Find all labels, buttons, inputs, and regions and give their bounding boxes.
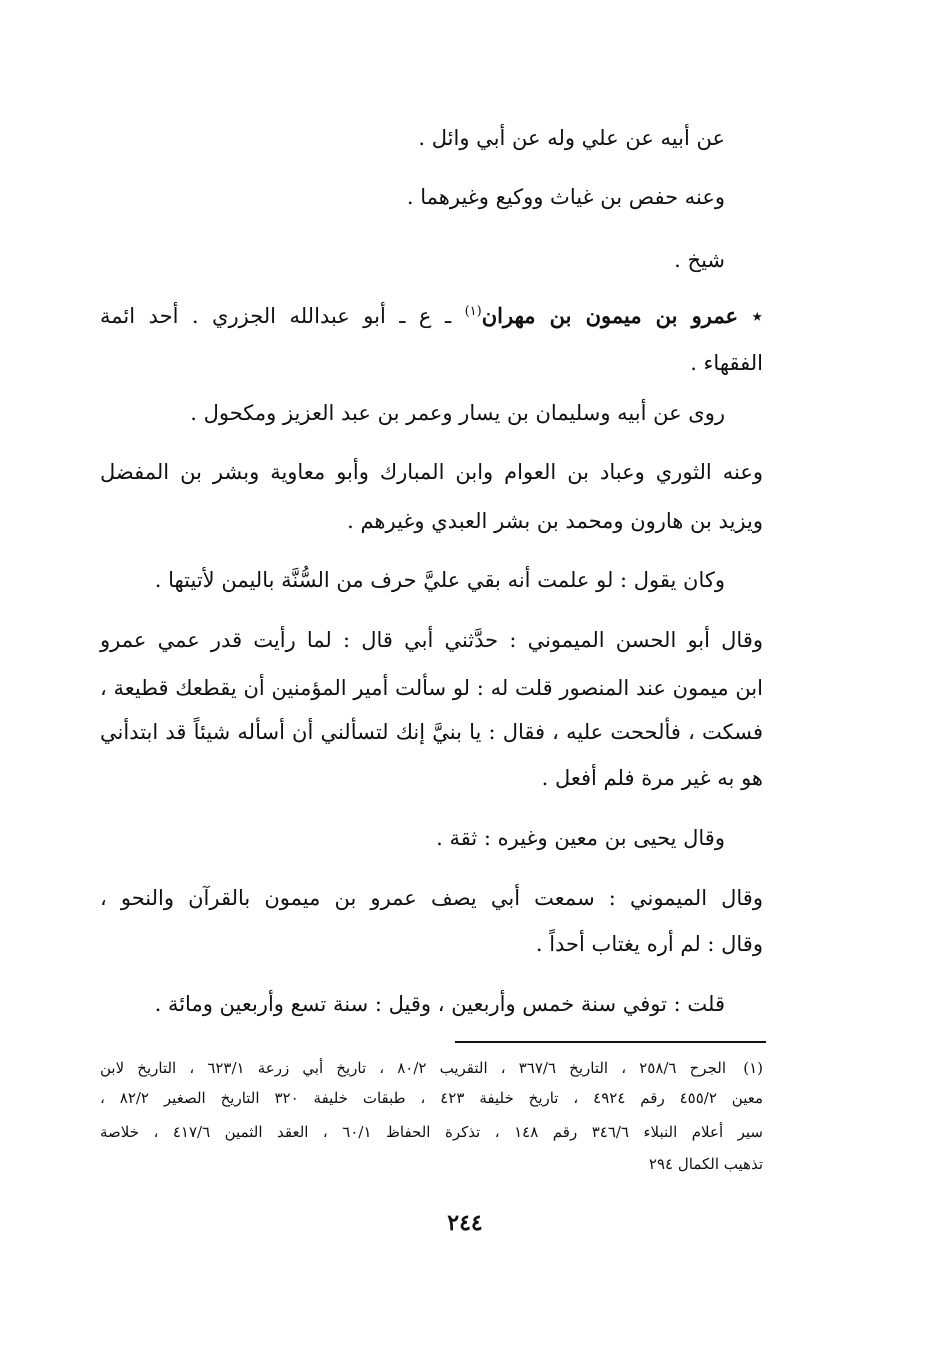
- text-line: الفقهاء .: [690, 351, 763, 375]
- footnote-line: الجرح ٢٥٨/٦ ، التاريخ ٣٦٧/٦ ، التقريب ٨٠/٢ ، تاريخ أبي زرعة ٦٢٣/١ ، التاريخ لابن: [100, 1059, 726, 1077]
- entry-name: عمرو بن ميمون بن مهران: [481, 303, 739, 328]
- text-line: ويزيد بن هارون ومحمد بن بشر العبدي وغيرهم .: [347, 509, 763, 533]
- text-line: وكان يقول : لو علمت أنه بقي عليَّ حرف من السُّنَّة باليمن لأتيتها .: [154, 568, 725, 592]
- footnote-line: تذهيب الكمال ٢٩٤: [648, 1155, 763, 1173]
- entry-heading-line: [100, 301, 763, 331]
- entry-marker: ٭: [751, 304, 763, 328]
- footnote-reference: (١): [464, 304, 482, 319]
- text-line: وقال الميموني : سمعت أبي يصف عمرو بن ميمون بالقرآن والنحو ،: [100, 886, 763, 910]
- entry-description: ـ ع ـ أبو عبدالله الجزري . أحد ائمة: [100, 304, 452, 328]
- text-line: عن أبيه عن علي وله عن أبي وائل .: [418, 126, 725, 150]
- text-line: فسكت ، فألححت عليه ، فقال : يا بنيَّ إنك لتسألني أن أسأله شيئاً قد ابتدأني: [100, 720, 763, 744]
- text-line: وعنه الثوري وعباد بن العوام وابن المبارك وأبو معاوية وبشر بن المفضل: [100, 460, 763, 484]
- footnote-number: (١): [743, 1059, 763, 1077]
- text-line: قلت : توفي سنة خمس وأربعين ، وقيل : سنة تسع وأربعين ومائة .: [154, 992, 725, 1016]
- text-line: هو به غير مرة فلم أفعل .: [541, 766, 763, 790]
- text-line: وقال : لم أره يغتاب أحداً .: [535, 932, 763, 956]
- text-line: ابن ميمون عند المنصور قلت له : لو سألت أمير المؤمنين أن يقطعك قطيعة ،: [100, 676, 763, 700]
- page-number: ٢٤٤: [447, 1210, 483, 1236]
- text-line: روى عن أبيه وسليمان بن يسار وعمر بن عبد العزيز ومكحول .: [190, 401, 725, 425]
- text-line: وقال أبو الحسن الميموني : حدَّثني أبي قال : لما رأيت قدر عمي عمرو: [100, 628, 763, 652]
- footnote-separator: [455, 1041, 766, 1043]
- text-line: وعنه حفص بن غياث ووكيع وغيرهما .: [406, 185, 725, 209]
- text-line: وقال يحيى بن معين وغيره : ثقة .: [436, 826, 725, 850]
- footnote-line: معين ٤٥٥/٢ رقم ٤٩٢٤ ، تاريخ خليفة ٤٢٣ ، طبقات خليفة ٣٢٠ التاريخ الصغير ٨٢/٢ ،: [100, 1089, 764, 1107]
- text-line: شيخ .: [674, 248, 725, 272]
- footnote-line: سير أعلام النبلاء ٣٤٦/٦ رقم ١٤٨ ، تذكرة الحفاظ ٦٠/١ ، العقد الثمين ٤١٧/٦ ، خلاصة: [100, 1123, 763, 1141]
